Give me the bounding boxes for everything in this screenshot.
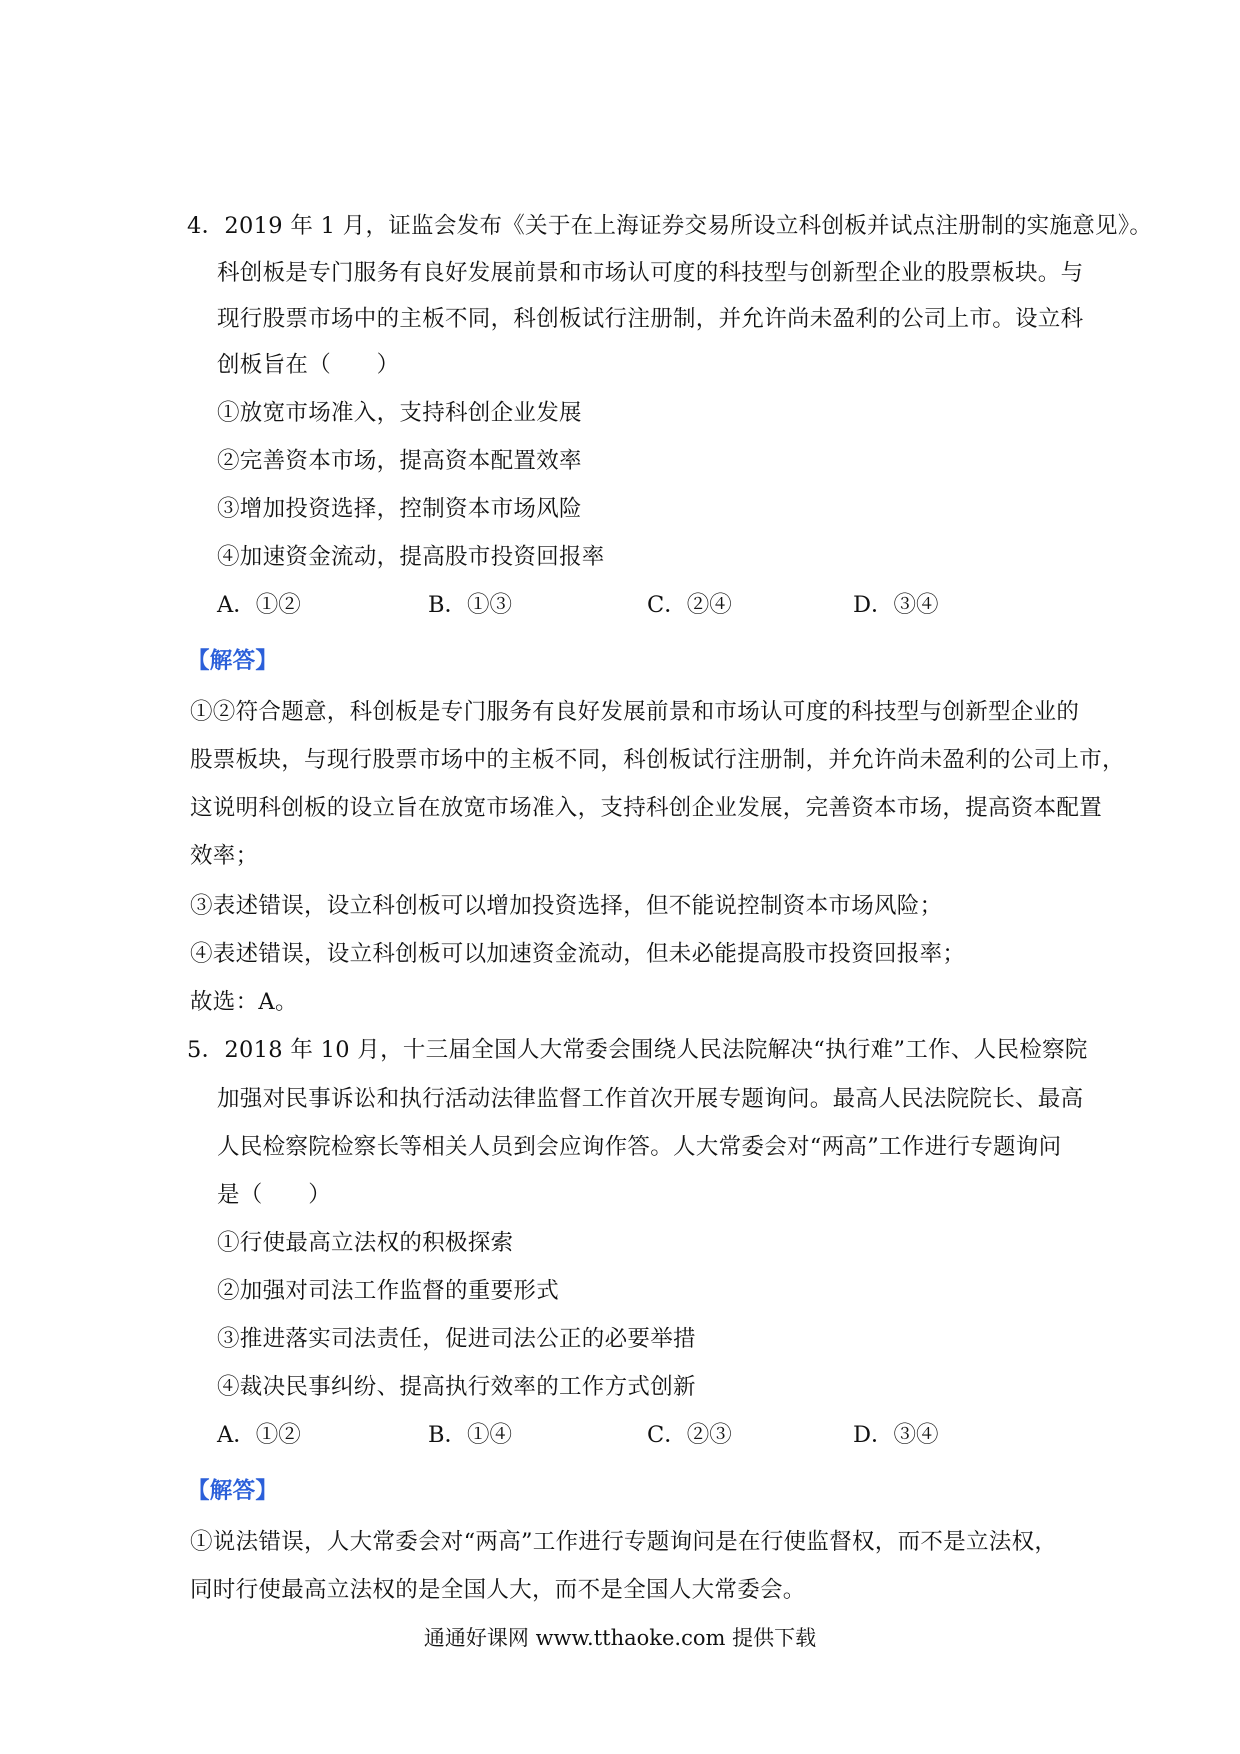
q4-option-c: C．②④ xyxy=(647,592,732,618)
q4-item-4: ④加速资金流动，提高股市投资回报率 xyxy=(217,544,605,570)
q5-stem-line-2: 加强对民事诉讼和执行活动法律监督工作首次开展专题询问。最高人民法院院长、最高 xyxy=(217,1086,1084,1112)
answer4-label: 【解答】 xyxy=(187,648,279,674)
answer4-line-4: 效率； xyxy=(190,843,259,869)
q4-item-2: ②完善资本市场，提高资本配置效率 xyxy=(217,448,582,474)
q5-item-2: ②加强对司法工作监督的重要形式 xyxy=(217,1278,560,1304)
q5-stem-line-1: 5．2018 年 10 月，十三届全国人大常委会围绕人民法院解决“执行难”工作、人民检察院 xyxy=(187,1037,1088,1063)
q4-stem-line-2: 科创板是专门服务有良好发展前景和市场认可度的科技型与创新型企业的股票板块。与 xyxy=(217,260,1084,286)
q4-stem-line-3: 现行股票市场中的主板不同，科创板试行注册制，并允许尚未盈利的公司上市。设立科 xyxy=(217,306,1084,332)
q5-option-c: C．②③ xyxy=(647,1422,732,1448)
answer4-line-5: ③表述错误，设立科创板可以增加投资选择，但不能说控制资本市场风险； xyxy=(190,893,943,919)
q4-stem-line-4: 创板旨在（ ） xyxy=(217,352,400,378)
answer4-line-1: ①②符合题意，科创板是专门服务有良好发展前景和市场认可度的科技型与创新型企业的 xyxy=(190,699,1080,725)
answer4-line-6: ④表述错误，设立科创板可以加速资金流动，但未必能提高股市投资回报率； xyxy=(190,941,966,967)
answer5-line-1: ①说法错误，人大常委会对“两高”工作进行专题询问是在行使监督权，而不是立法权， xyxy=(190,1529,1058,1555)
answer5-line-2: 同时行使最高立法权的是全国人大，而不是全国人大常委会。 xyxy=(190,1577,806,1603)
page-footer: 通通好课网 www.tthaoke.com 提供下载 xyxy=(423,1626,817,1650)
q4-stem-line-1: 4．2019 年 1 月，证监会发布《关于在上海证券交易所设立科创板并试点注册制的实施意见》。 xyxy=(187,213,1153,239)
q4-option-b: B．①③ xyxy=(428,592,513,618)
q4-item-1: ①放宽市场准入，支持科创企业发展 xyxy=(217,400,582,426)
q5-item-3: ③推进落实司法责任，促进司法公正的必要举措 xyxy=(217,1326,696,1352)
answer5-label: 【解答】 xyxy=(187,1478,279,1504)
q5-option-d: D．③④ xyxy=(853,1422,939,1448)
q5-item-4: ④裁决民事纠纷、提高执行效率的工作方式创新 xyxy=(217,1374,696,1400)
q5-item-1: ①行使最高立法权的积极探索 xyxy=(217,1230,514,1256)
q5-stem-line-4: 是（ ） xyxy=(217,1182,332,1208)
q5-option-a: A．①② xyxy=(217,1422,301,1448)
q4-option-a: A．①② xyxy=(217,592,301,618)
answer4-line-2: 股票板块，与现行股票市场中的主板不同，科创板试行注册制，并允许尚未盈利的公司上市， xyxy=(190,747,1125,773)
q4-option-d: D．③④ xyxy=(853,592,939,618)
answer4-line-7: 故选：A。 xyxy=(190,989,298,1015)
q5-stem-line-3: 人民检察院检察长等相关人员到会应询作答。人大常委会对“两高”工作进行专题询问 xyxy=(217,1134,1062,1160)
answer4-line-3: 这说明科创板的设立旨在放宽市场准入，支持科创企业发展，完善资本市场，提高资本配置 xyxy=(190,795,1103,821)
q4-item-3: ③增加投资选择，控制资本市场风险 xyxy=(217,496,582,522)
q5-option-b: B．①④ xyxy=(428,1422,513,1448)
